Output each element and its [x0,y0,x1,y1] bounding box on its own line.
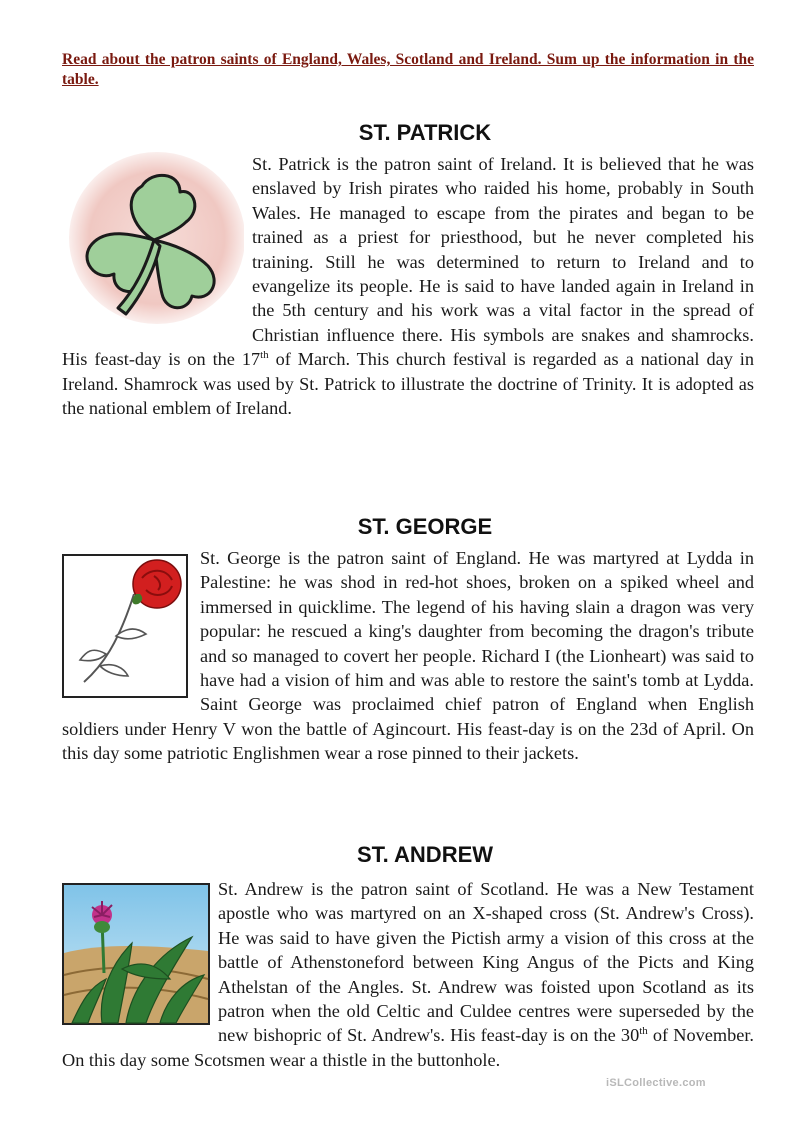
section-st-patrick: St. Patrick is the patron saint of Ireland. It is believed that he was enslaved by Irish pirates who raided his home, probably in South Wales. He managed to escape from the pirates and began to be trained as a priest for priesthood, but he never completed his training. Still he was determined to return to Ireland and to evangelize its people. He is said to have landed again in Ireland in the 5th century and his work was a vital factor in the spread of Christian influence there. His symbols are snakes and shamrocks. His feast-day is on the 17th of March. This church festival is regarded as a national day in Ireland. Shamrock was used by St. Patrick to illustrate the doctrine of Trinity. It is adopted as the national emblem of Ireland. [62,152,754,420]
section-st-george: St. George is the patron saint of England. He was martyred at Lydda in Palestine: he was shod in red-hot shoes, broken on a spiked wheel and immersed in quicklime. The legend of his having slain a dragon was very popular: he rescued a king's daughter from becoming the dragon's tribute and so managed to covert her people. Richard I (the Lionheart) was said to have had a vision of him and was able to restore the saint's tomb at Lydda. Saint George was proclaimed chief patron of England when English soldiers under Henry V won the battle of Agincourt. His feast-day is on the 23d of April. On this day some patriotic Englishmen wear a rose pinned to their jackets. [62,548,754,764]
heading-st-andrew: ST. ANDREW [356,842,494,867]
watermark: iSLCollective.com [606,1077,706,1089]
heading-st-george: ST. GEORGE [357,514,493,539]
section-st-andrew: St. Andrew is the patron saint of Scotland. He was a New Testament apostle who was martyred on an X-shaped cross (St. Andrew's Cross). He was said to have given the Pictish army a vision of this cross at the battle of Athenstoneford between King Angus of the Picts and King Athelstan of the Angles. St. Andrew was foisted upon Scotland as its patron when the old Celtic and Culdee centres were superseded by the new bishopric of St. Andrew's. His feast-day is on the 30th of November. On this day some Scotsmen wear a thistle in the buttonhole. [62,879,754,1070]
heading-st-patrick: ST. PATRICK [358,120,492,145]
instructions: Read about the patron saints of England, Wales, Scotland and Ireland. Sum up the information in the table. [62,51,754,88]
rose-icon [62,554,200,700]
shamrock-icon [62,148,252,326]
thistle-icon [62,883,218,1027]
